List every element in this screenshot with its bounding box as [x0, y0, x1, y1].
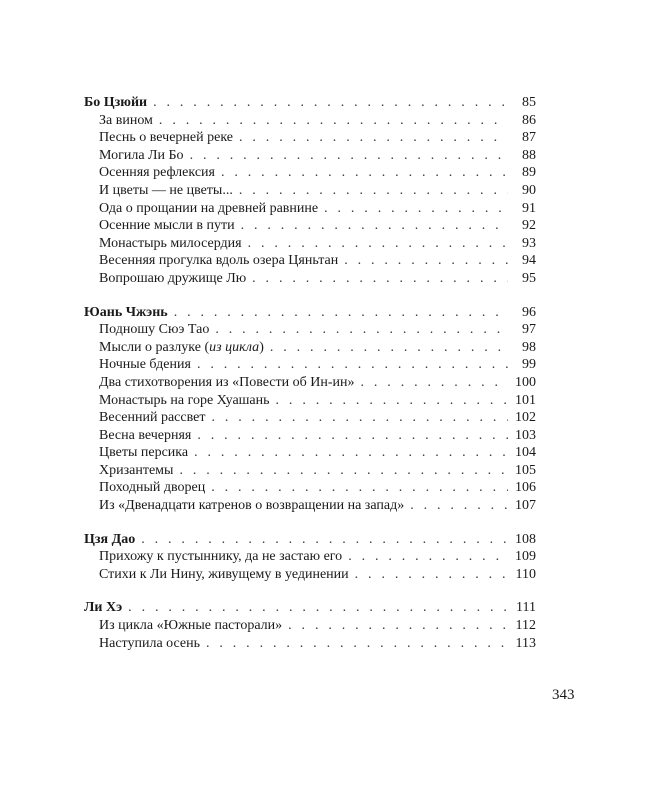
poem-title: И цветы — не цветы...: [99, 182, 233, 198]
page-number: 102: [515, 410, 536, 426]
poem-title: Весна вечерняя: [99, 427, 192, 443]
toc-section-jia-dao: [84, 531, 536, 584]
poem-title: Наступила осень: [99, 635, 200, 651]
page-number: 97: [522, 322, 536, 338]
page-number: 93: [522, 235, 536, 251]
page-number: 106: [515, 480, 536, 496]
poem-title: Монастырь милосердия: [99, 235, 242, 251]
toc-poem-entry: [84, 339, 536, 357]
toc-poem-entry: [84, 427, 536, 445]
poem-title: Походный дворец: [99, 480, 206, 496]
toc-poem-entry: [84, 129, 536, 147]
toc-poem-entry: [84, 164, 536, 182]
poem-title: Из «Двенадцати катренов о возвращении на запад»: [99, 498, 405, 514]
poem-title: Стихи к Ли Нину, живущему в уединении: [99, 566, 349, 582]
dot-leader: [361, 374, 509, 392]
dot-leader: [410, 497, 508, 515]
dot-leader: [211, 479, 508, 497]
page-number: 105: [515, 462, 536, 478]
toc-poem-entry: [84, 479, 536, 497]
toc-poem-entry: [84, 444, 536, 462]
dot-leader: [215, 321, 508, 339]
dot-leader: [276, 392, 508, 410]
poem-title-italic: из цикла: [209, 339, 260, 355]
poem-title: За вином: [99, 112, 153, 128]
poem-title: [99, 339, 270, 357]
toc-poem-entry: [84, 182, 536, 200]
poem-title: Весенняя прогулка вдоль озера Цяньтан: [99, 253, 339, 269]
dot-leader: [190, 147, 508, 165]
dot-leader: [324, 200, 508, 218]
dot-leader: [241, 217, 508, 235]
dot-leader: [197, 427, 508, 445]
dot-leader: [221, 164, 508, 182]
poem-title: Осенняя рефлексия: [99, 165, 215, 181]
toc-section-bo-juyi: [84, 94, 536, 288]
poem-title: Осенние мысли в пути: [99, 218, 235, 234]
toc-poem-entry: [84, 566, 536, 584]
toc-poem-entry: [84, 462, 536, 480]
toc-poem-entry: [84, 617, 536, 635]
toc-poem-entry: [84, 392, 536, 410]
toc-section-li-he: [84, 599, 536, 652]
dot-leader: [288, 617, 508, 635]
page-number: 92: [522, 218, 536, 234]
toc-poem-entry: [84, 356, 536, 374]
toc-poem-entry: [84, 321, 536, 339]
toc-poem-entry: [84, 217, 536, 235]
dot-leader: [153, 94, 508, 112]
poem-title: Из цикла «Южные пасторали»: [99, 618, 283, 634]
dot-leader: [141, 531, 508, 549]
dot-leader: [197, 356, 508, 374]
dot-leader: [239, 129, 508, 147]
page-number: 96: [522, 304, 536, 320]
author-name: Ли Хэ: [84, 600, 123, 616]
page-number: 100: [515, 374, 536, 390]
poem-title: Прихожу к пустыннику, да не застаю его: [99, 549, 343, 565]
page-number: 87: [522, 130, 536, 146]
toc-poem-entry: [84, 409, 536, 427]
toc-poem-entry: [84, 235, 536, 253]
toc-poem-entry: [84, 147, 536, 165]
page-number: 109: [515, 549, 536, 565]
toc-poem-entry: [84, 374, 536, 392]
page-number: 112: [515, 618, 536, 634]
author-name: Бо Цзюйи: [84, 95, 148, 110]
dot-leader: [355, 566, 508, 584]
page-number: 91: [522, 200, 536, 216]
page-number: 110: [515, 566, 536, 582]
page-number: 98: [522, 339, 536, 355]
poem-title: Монастырь на горе Хуашань: [99, 392, 270, 408]
page-number: 86: [522, 112, 536, 128]
dot-leader: [128, 599, 508, 617]
page-number: 113: [515, 635, 536, 651]
poem-title: Весенний рассвет: [99, 410, 206, 426]
dot-leader: [159, 112, 508, 130]
dot-leader: [270, 339, 508, 357]
toc-poem-entry: [84, 270, 536, 288]
dot-leader: [252, 270, 508, 288]
dot-leader: [174, 304, 508, 322]
page-number: 85: [522, 95, 536, 110]
poem-title-closing: ): [259, 339, 264, 355]
dot-leader: [348, 548, 508, 566]
poem-title: Могила Ли Бо: [99, 147, 184, 163]
toc-poem-entry: [84, 112, 536, 130]
page-number: 107: [515, 498, 536, 514]
poem-title-text: Мысли о разлуке (: [99, 339, 210, 355]
poem-title: Цветы персика: [99, 445, 189, 461]
dot-leader: [179, 462, 508, 480]
poem-title: Хризантемы: [99, 462, 174, 478]
toc-author-entry: [84, 599, 536, 617]
page-number: 108: [515, 531, 536, 547]
page-number: 99: [522, 357, 536, 373]
toc-poem-entry: [84, 252, 536, 270]
dot-leader: [211, 409, 508, 427]
dot-leader: [248, 235, 508, 253]
page-number: 103: [515, 427, 536, 443]
toc-poem-entry: [84, 200, 536, 218]
toc-author-entry: [84, 531, 536, 549]
page-number: 101: [515, 392, 536, 408]
toc-poem-entry: [84, 497, 536, 515]
author-name: Юань Чжэнь: [84, 304, 168, 320]
poem-title: Ода о прощании на древней равнине: [99, 200, 319, 216]
poem-title: Вопрошаю дружище Лю: [99, 270, 247, 286]
toc-author-entry: [84, 94, 536, 112]
page-number: 89: [522, 165, 536, 181]
author-name: Цзя Дао: [84, 531, 136, 547]
toc-section-yuan-zhen: [84, 304, 536, 515]
toc-poem-entry: [84, 635, 536, 653]
page-number: 90: [522, 182, 536, 198]
poem-title: Песнь о вечерней реке: [99, 130, 233, 146]
dot-leader: [206, 635, 508, 653]
page-number: 111: [516, 600, 536, 616]
page-number: 94: [522, 253, 536, 269]
page-folio-number: 343: [552, 687, 575, 703]
toc-poem-entry: [84, 548, 536, 566]
dot-leader: [344, 252, 508, 270]
page-number: 88: [522, 147, 536, 163]
poem-title: Два стихотворения из «Повести об Ин-ин»: [99, 374, 355, 390]
table-of-contents: [84, 94, 536, 668]
page-number: 95: [522, 270, 536, 286]
page-number: 104: [515, 445, 536, 461]
toc-author-entry: [84, 304, 536, 322]
dot-leader: [194, 444, 508, 462]
poem-title: Подношу Сюэ Тао: [99, 322, 210, 338]
poem-title: Ночные бдения: [99, 357, 191, 373]
dot-leader: [239, 182, 508, 200]
